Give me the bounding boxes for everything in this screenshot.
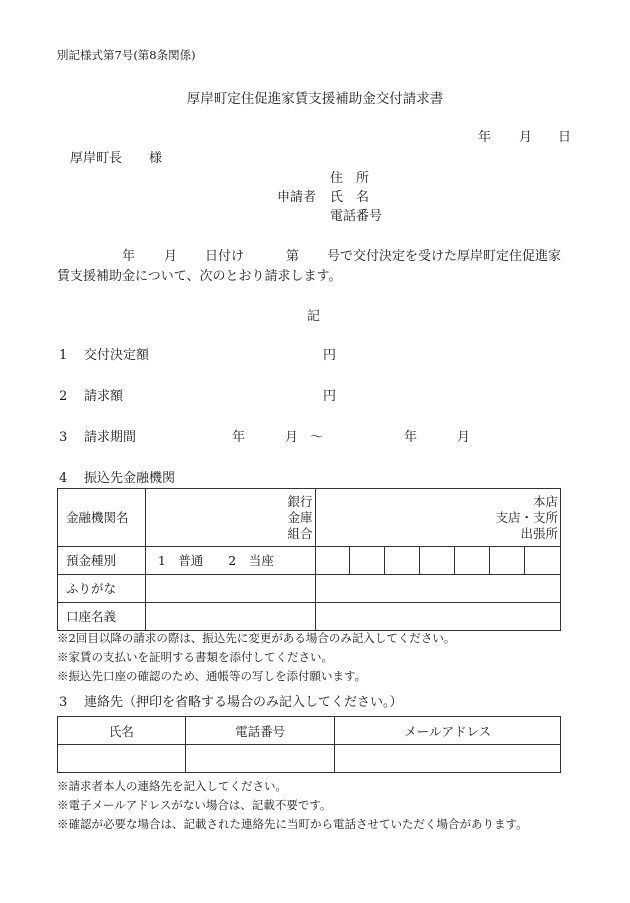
address-label: 住 所 (330, 171, 370, 186)
shinkin-suffix: 金庫 (287, 509, 313, 525)
body-number-prefix: 第 (286, 249, 300, 264)
contact-note-2: ※電子メールアドレスがない場合は、記載不要です。 (57, 798, 332, 812)
bank-note-3: ※振込先口座の確認のため、通帳等の写しを添付願います。 (57, 669, 367, 683)
contact-number: 3 (59, 695, 68, 710)
item3-month-start: 月 (285, 430, 299, 445)
item1-number: 1 (59, 348, 68, 363)
furigana-label: ふりがな (66, 580, 117, 596)
item1-unit: 円 (323, 348, 337, 363)
contact-col-phone (185, 717, 335, 745)
account-digit-4[interactable] (420, 547, 455, 575)
date-month: 月 (519, 130, 533, 145)
item3-year-start: 年 (232, 430, 246, 445)
body-line2: 賃支援補助金について、次のとおり請求します。 (57, 269, 342, 284)
item4-label: 振込先金融機関 (84, 471, 176, 486)
contact-col-name-text: 氏名 (108, 723, 134, 739)
account-digit-5[interactable] (455, 547, 490, 575)
item3-month-end: 月 (457, 430, 471, 445)
sub-office-suffix: 出張所 (520, 525, 558, 541)
holder-label-cell (58, 603, 146, 631)
institution-label-cell (58, 489, 146, 547)
applicant-role-label: 申請者 (277, 190, 317, 205)
kumiai-suffix: 組合 (287, 525, 313, 541)
item3-tilde: ～ (310, 430, 324, 445)
body-year: 年 (122, 249, 136, 264)
account-digit-6[interactable] (490, 547, 525, 575)
date-year: 年 (478, 130, 492, 145)
furigana-left-field[interactable] (145, 575, 315, 603)
body-line1-rest: 号で交付決定を受けた厚岸町定住促進家 (327, 249, 562, 264)
account-digit-1[interactable] (315, 547, 350, 575)
furigana-right-field[interactable] (315, 575, 560, 603)
honorific: 様 (149, 151, 163, 166)
contact-email-field[interactable] (335, 745, 561, 773)
account-digit-2[interactable] (350, 547, 385, 575)
contact-phone-field[interactable] (185, 745, 335, 773)
contact-note-1: ※請求者本人の連絡先を記入してください。 (57, 779, 287, 793)
holder-label: 口座名義 (66, 608, 117, 624)
account-digit-7[interactable] (525, 547, 561, 575)
item1-label: 交付決定額 (84, 348, 150, 363)
head-office-suffix: 本店 (532, 493, 558, 509)
item2-unit: 円 (323, 389, 337, 404)
item3-label: 請求期間 (84, 430, 137, 445)
holder-left-field[interactable] (145, 603, 315, 631)
bank-note-1: ※2回目以降の請求の際は、振込先に変更がある場合のみ記入してください。 (57, 631, 456, 645)
institution-label: 金融機関名 (66, 509, 129, 525)
account-digit-3[interactable] (385, 547, 420, 575)
contact-note-3: ※確認が必要な場合は、記載された連絡先に当町から電話させていただく場合があります。 (57, 817, 528, 831)
deposit-type-options[interactable] (145, 547, 315, 575)
branch-name-cell[interactable] (315, 489, 560, 547)
phone-label: 電話番号 (330, 209, 383, 224)
page-title: 厚岸町定住促進家賃支援補助金交付請求書 (186, 91, 444, 107)
contact-heading: 連絡先（押印を省略する場合のみ記入してください。） (84, 695, 403, 710)
bank-table (57, 488, 561, 631)
deposit-type-label: 預金種別 (66, 552, 117, 568)
date-day: 日 (558, 130, 572, 145)
name-label: 氏 名 (330, 190, 370, 205)
contact-table (57, 716, 561, 773)
bank-note-2: ※家賃の支払いを証明する書類を添付してください。 (57, 650, 333, 664)
deposit-type-text: 1 普通 2 当座 (157, 552, 274, 568)
body-month: 月 (164, 249, 178, 264)
contact-col-email-text: メールアドレス (404, 723, 492, 739)
institution-name-cell[interactable] (145, 489, 315, 547)
contact-col-name (58, 717, 186, 745)
item3-year-end: 年 (404, 430, 418, 445)
form-number: 別記様式第7号(第8条関係) (57, 48, 196, 62)
furigana-label-cell (58, 575, 146, 603)
ki-heading: 記 (307, 309, 321, 324)
deposit-type-label-cell (58, 547, 146, 575)
body-date-suffix: 日付け (205, 249, 245, 264)
item2-number: 2 (59, 389, 68, 404)
branch-suffix: 支店・支所 (495, 509, 558, 525)
contact-col-email (335, 717, 561, 745)
addressee: 厚岸町長 (70, 151, 123, 166)
item2-label: 請求額 (84, 389, 124, 404)
item3-number: 3 (59, 430, 68, 445)
contact-col-phone-text: 電話番号 (235, 723, 286, 739)
bank-suffix: 銀行 (287, 493, 313, 509)
holder-right-field[interactable] (315, 603, 560, 631)
item4-number: 4 (59, 471, 68, 486)
contact-name-field[interactable] (58, 745, 186, 773)
